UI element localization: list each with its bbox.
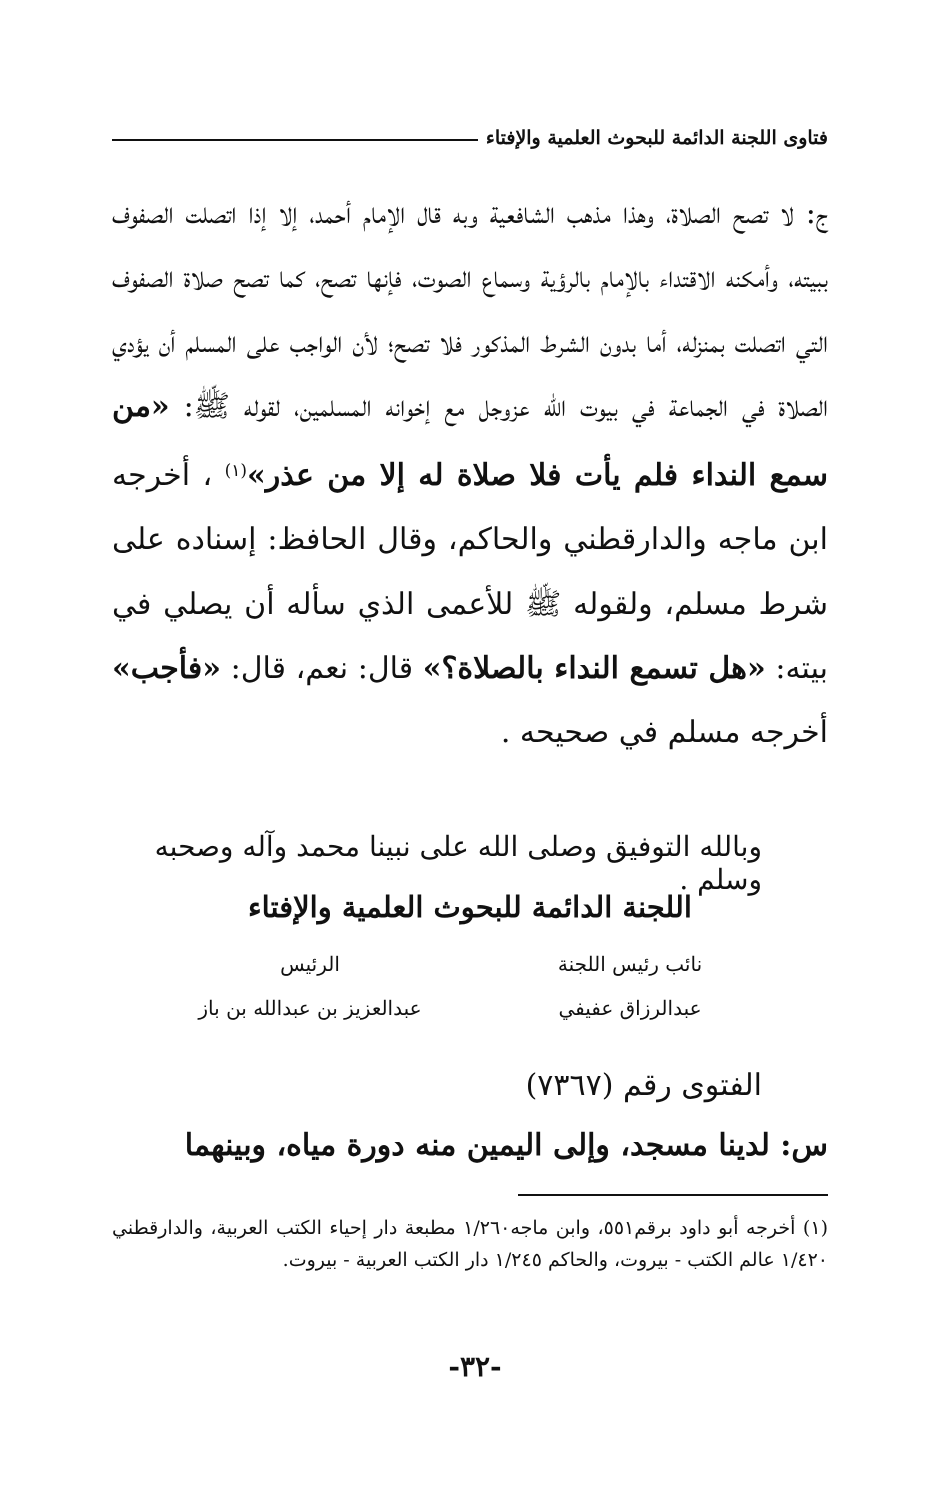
closing-line: وبالله التوفيق وصلى الله على نبينا محمد وآله وصحبه وسلم . <box>154 830 762 896</box>
fatwa-number-title: الفتوى رقم (٧٣٦٧) <box>525 1068 762 1103</box>
answer-part-3: قال: نعم، قال: <box>220 651 423 687</box>
footnote-text: (١) أخرجه أبو داود برقم٥٥١، وابن ماجه١/٢٦٠ مطبعة دار إحياء الكتب العربية، والدارقطني ١/٤٢٠ عالم الكتب - بيروت، والحاكم ١/٢٤٥ دار الكتب العربية - بيروت. <box>112 1217 828 1271</box>
answer-part-2: ، أخرجه ابن ماجه والدارقطني والحاكم، وقال الحافظ: إسناده على شرط مسلم، ولقوله ﷺ للأعمى الذي سأله أن يصلي في بيته: <box>112 458 829 687</box>
signature-chair <box>190 952 430 1020</box>
answer-text <box>112 182 828 766</box>
page-number: -٣٢- <box>448 1350 502 1383</box>
signature-deputy <box>520 952 740 1020</box>
hadith-quote-2: «هل تسمع النداء بالصلاة؟» <box>422 651 766 687</box>
answer-part-1: ج: لا تصح الصلاة، وهذا مذهب الشافعية وبه قال الإمام أحمد، إلا إذا اتصلت الصفوف ببيته، وأمكنه الاقتداء بالإمام بالرؤية وسماع الصوت، فإنها تصح، كما تصح صلاة الصفوف التي اتصلت بمنزله، أما بدون الشرط المذكور فلا تصح؛ لأن الواجب على المسلم أن يؤدي الصلاة في الجماعة في بيوت الله عزوجل مع إخوانه المسلمين، لقوله ﷺ: <box>112 196 828 424</box>
running-header <box>112 118 828 158</box>
header-title: فتاوى اللجنة الدائمة للبحوث العلمية والإفتاء <box>485 127 828 149</box>
question-text: س: لدينا مسجد، وإلى اليمين منه دورة مياه، وبينهما <box>184 1128 828 1163</box>
chair-role: الرئيس <box>280 952 340 976</box>
hadith-quote-3: «فأجب» <box>112 651 221 687</box>
chair-name: عبدالعزيز بن عبدالله بن باز <box>198 996 422 1020</box>
committee-name: اللجنة الدائمة للبحوث العلمية والإفتاء <box>248 890 692 924</box>
answer-paragraph <box>112 182 828 766</box>
hadith-quote-1: «من سمع النداء فلم يأت فلا صلاة له إلا من عذر» <box>112 388 828 494</box>
footnote-marker: (١) <box>224 461 248 482</box>
deputy-name: عبدالرزاق عفيفي <box>558 996 702 1020</box>
answer-part-4: أخرجه مسلم في صحيحه . <box>500 715 828 751</box>
header-rule <box>112 139 478 141</box>
footnote-rule <box>518 1194 828 1196</box>
deputy-role: نائب رئيس اللجنة <box>557 952 703 976</box>
